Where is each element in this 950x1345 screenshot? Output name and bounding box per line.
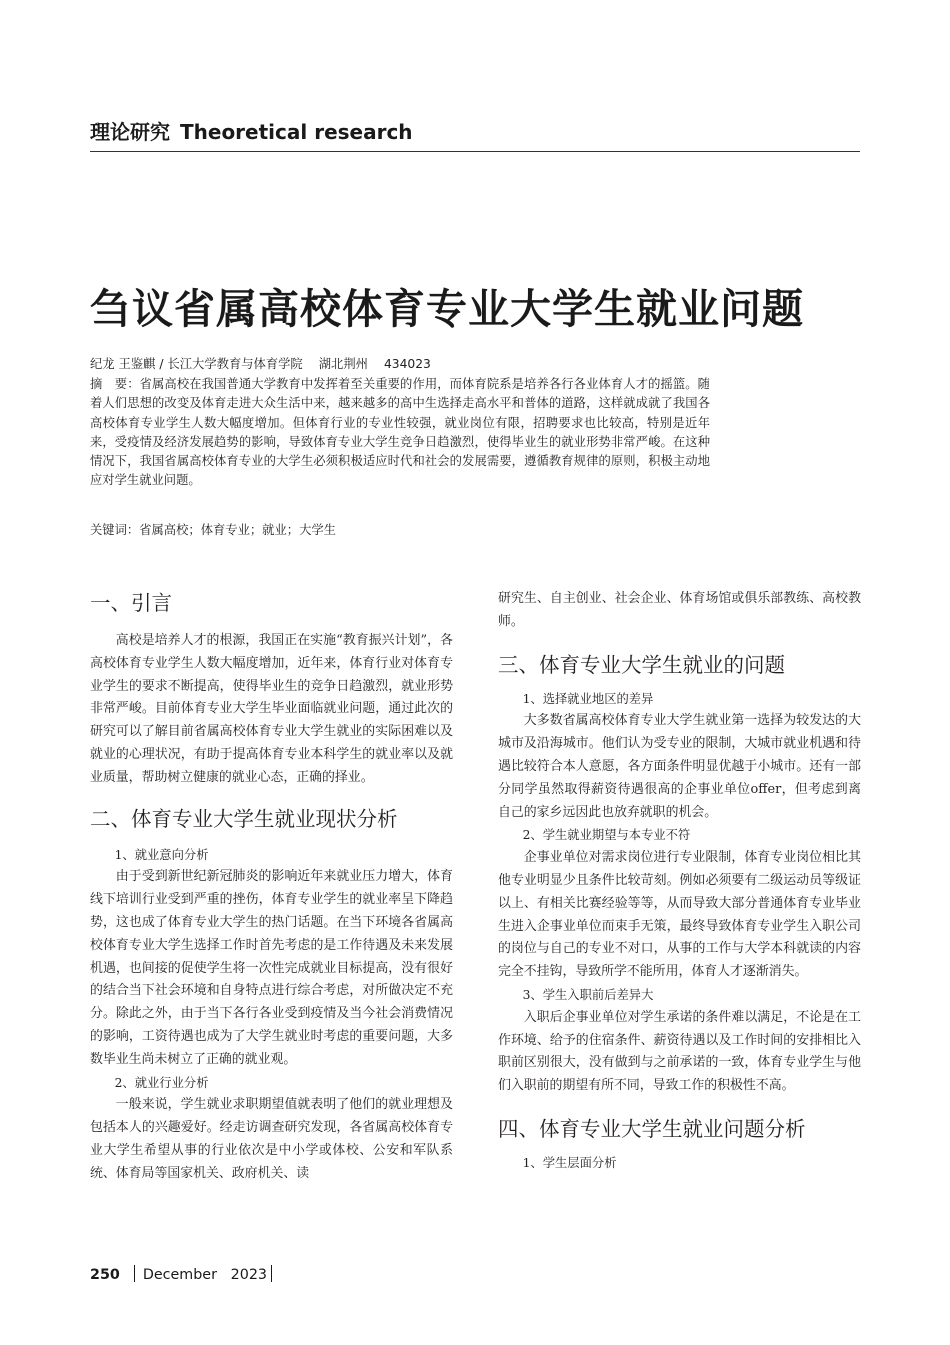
body-paragraph: 入职后企事业单位对学生承诺的条件难以满足，不论是在工作环境、给予的住宿条件、薪资待遇以及工作时间的安排相比入职前区别很大，没有做到与之前承诺的一致，体育专业学生与他们入职前的期望有所不同，导致工作的积极性不高。 [498, 1009, 861, 1094]
subheading: 2、学生就业期望与本专业不符 [522, 828, 691, 843]
page-number: 250 [90, 1267, 120, 1283]
right-column [498, 588, 861, 1175]
keywords-text: 省属高校；体育专业；就业；大学生 [139, 523, 336, 537]
article-title: 刍议省属高校体育专业大学生就业问题 [90, 285, 804, 333]
abstract [90, 375, 710, 491]
section-title-en: Theoretical research [180, 120, 413, 144]
abstract-label: 摘 要： [90, 377, 140, 391]
body-paragraph-continued: 研究生、自主创业、社会企业、体育场馆或俱乐部教练、高校教师。 [498, 591, 861, 629]
body-paragraph: 企事业单位对需求岗位进行专业限制，体育专业岗位相比其他专业明显少且条件比较苛刻。例如必须要有二级运动员等级证以上、有相关比赛经验等等，从而导致大部分普通体育专业毕业生进入企事业单位而束手无策，最终导致体育专业学生入职公司的岗位与自己的专业不对口，从事的工作与大学本科就读的内容完全不挂钩，导致所学不能所用，体育人才逐渐消失。 [498, 850, 861, 980]
journal-section-header [90, 116, 413, 145]
subheading: 1、就业意向分析 [114, 847, 209, 862]
author-line [90, 355, 710, 374]
postcode: 434023 [383, 357, 431, 371]
issue-month: December [142, 1267, 217, 1283]
section-heading-status: 二、体育专业大学生就业现状分析 [90, 806, 398, 831]
footer-divider [134, 1265, 135, 1282]
authors: 纪龙 王鉴麒 [90, 357, 156, 371]
abstract-text: 省属高校在我国普通大学教育中发挥着至关重要的作用，而体育院系是培养各行各业体育人才的摇篮。随着人们思想的改变及体育走进大众生活中来，越来越多的高中生选择走高水平和普体的道路，这样就成就了我国各高校体育专业学生人数大幅度增加。但体育行业的专业性较强，就业岗位有限，招聘要求也比较高，特别是近年来，受疫情及经济发展趋势的影响，导致体育专业大学生竞争日趋激烈，使得毕业生的就业形势非常严峻。在这种情况下，我国省属高校体育专业的大学生必须积极适应时代和社会的发展需要，遵循教育规律的原则，积极主动地应对学生就业问题。 [90, 377, 710, 488]
section-heading-problems: 三、体育专业大学生就业的问题 [498, 652, 785, 677]
keywords-label: 关键词： [90, 523, 140, 537]
left-column [90, 590, 453, 1186]
section-heading-introduction: 一、引言 [90, 591, 172, 615]
section-heading-analysis: 四、体育专业大学生就业问题分析 [498, 1116, 806, 1141]
page-footer [90, 1265, 272, 1283]
affiliation: / 长江大学教育与体育学院 [159, 357, 303, 371]
subheading: 1、选择就业地区的差异 [522, 691, 654, 706]
body-paragraph: 由于受到新世纪新冠肺炎的影响近年来就业压力增大，体育线下培训行业受到严重的挫伤，体育专业学生的就业率呈下降趋势，这也成了体育专业大学生的热门话题。在当下环境各省属高校体育专业大学生选择工作时首先考虑的是工作待遇及未来发展机遇，也间接的促使学生将一次性完成就业目标提高，没有很好的结合当下社会环境和自身特点进行综合考虑，对所做决定不充分。除此之外，由于当下各行各业受到疫情及当今社会消费情况的影响，工资待遇也成为了大学生就业时考虑的重要问题，大多数毕业生尚未树立了正确的就业观。 [90, 869, 453, 1067]
footer-divider [271, 1265, 272, 1282]
subheading: 1、学生层面分析 [522, 1155, 617, 1170]
body-paragraph: 高校是培养人才的根源，我国正在实施“教育振兴计划”，各高校体育专业学生人数大幅度增加，近年来，体育行业对体育专业学生的要求不断提高，使得毕业生的竞争日趋激烈，就业形势非常严峻。目前体育专业大学生毕业面临就业问题，通过此次的研究可以了解目前省属高校体育专业大学生就业的实际困难以及就业的心理状况，有助于提高体育专业本科学生的就业率以及就业质量，帮助树立健康的就业心态，正确的择业。 [90, 633, 453, 785]
keywords [90, 521, 710, 540]
body-paragraph: 一般来说，学生就业求职期望值就表明了他们的就业理想及包括本人的兴趣爱好。经走访调查研究发现，各省属高校体育专业大学生希望从事的行业依次是中小学或体校、公安和军队系统、体育局等国家机关、政府机关、读 [90, 1097, 453, 1181]
body-paragraph: 大多数省属高校体育专业大学生就业第一选择为较发达的大城市及沿海城市。他们认为受专业的限制，大城市就业机遇和待遇比较符合本人意愿，各方面条件明显优越于小城市。还有一部分同学虽然取得薪资待遇很高的企事业单位offer，但考虑到离自己的家乡远因此也放弃就职的机会。 [498, 713, 861, 820]
subheading: 2、就业行业分析 [114, 1075, 209, 1090]
section-title-cn: 理论研究 [90, 120, 170, 144]
issue-year: 2023 [230, 1267, 268, 1283]
location: 湖北荆州 [318, 357, 368, 371]
header-divider [90, 151, 860, 152]
subheading: 3、学生入职前后差异大 [522, 987, 654, 1002]
